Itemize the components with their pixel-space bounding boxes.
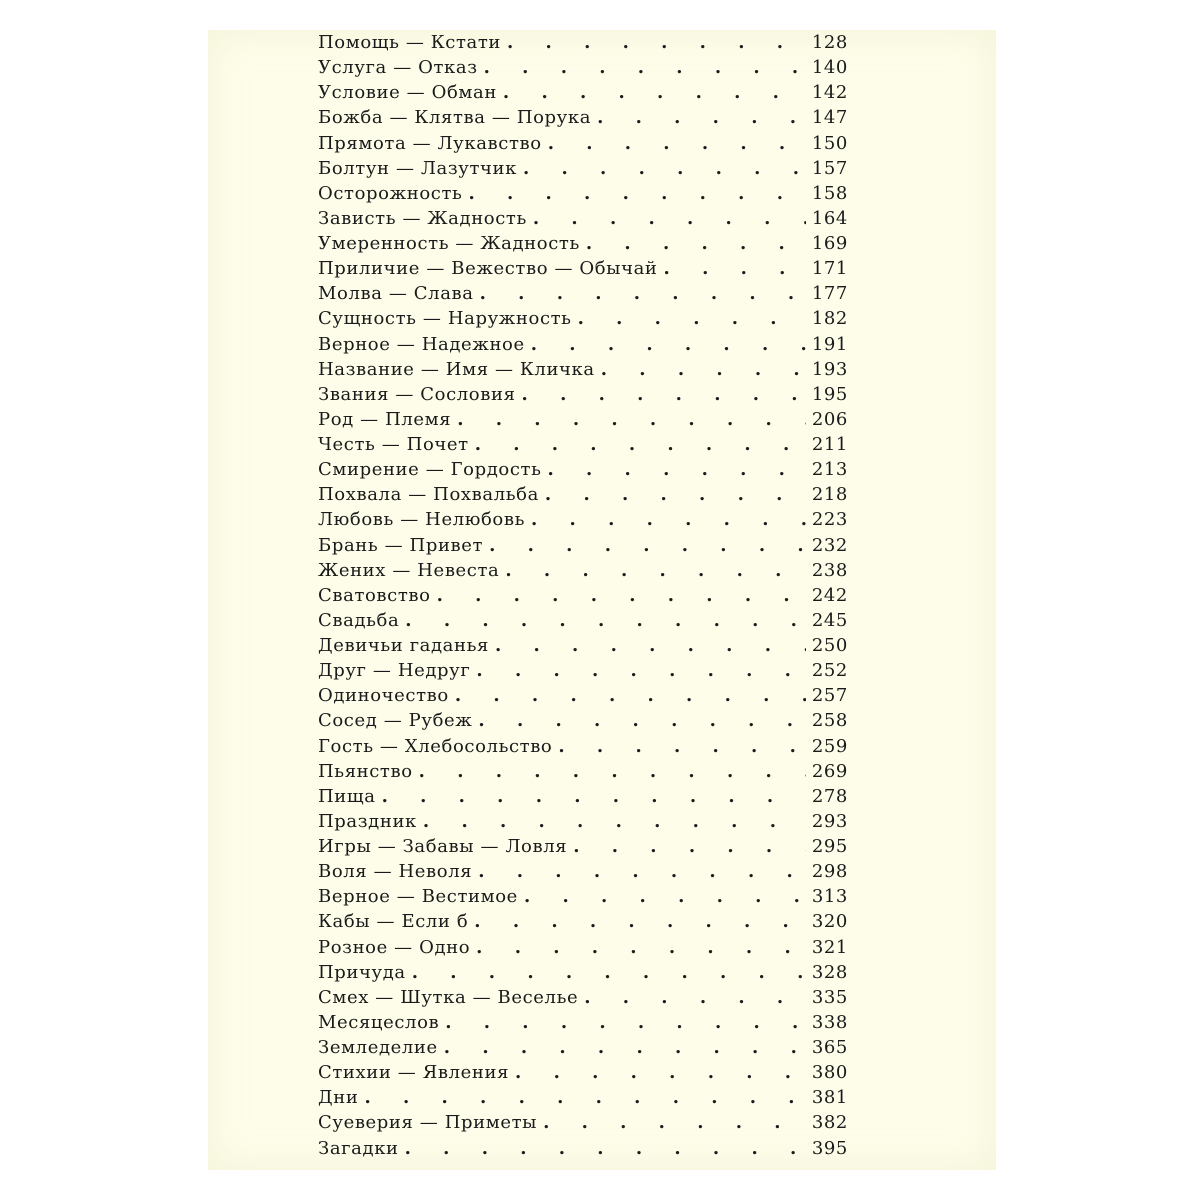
toc-entry-title: Звания — Сословия	[318, 383, 516, 405]
toc-entry-page-number: 191	[811, 333, 848, 355]
toc-entry-title: Брань — Привет	[318, 534, 484, 556]
toc-entry	[318, 560, 848, 585]
toc-entry-page-number: 150	[811, 132, 848, 154]
toc-entry	[318, 811, 848, 836]
toc-entry-page-number: 242	[811, 584, 848, 606]
dot-leader	[548, 133, 806, 154]
toc-entry-title: Гость — Хлебосольство	[318, 735, 553, 757]
toc-entry-page-number: 298	[811, 861, 848, 883]
toc-entry-page-number: 157	[811, 157, 848, 179]
toc-entry-page-number: 177	[811, 283, 848, 305]
toc-entry-title: Кабы — Если б	[318, 911, 469, 933]
table-of-contents	[318, 32, 848, 1163]
toc-entry	[318, 1138, 848, 1163]
toc-entry	[318, 409, 848, 434]
dot-leader	[584, 987, 806, 1008]
toc-entry-page-number: 245	[811, 609, 848, 631]
toc-entry	[318, 434, 848, 459]
toc-entry-page-number: 164	[811, 207, 848, 229]
dot-leader	[531, 334, 806, 355]
toc-entry	[318, 1087, 848, 1112]
toc-entry-page-number: 338	[811, 1011, 848, 1033]
toc-entry-page-number: 257	[811, 685, 848, 707]
dot-leader	[507, 32, 806, 53]
toc-entry	[318, 82, 848, 107]
toc-entry	[318, 535, 848, 560]
toc-entry-title: Болтун — Лазутчик	[318, 157, 517, 179]
toc-entry-title: Воля — Неволя	[318, 861, 473, 883]
dot-leader	[412, 962, 806, 983]
toc-entry-title: Розное — Одно	[318, 936, 471, 958]
toc-entry-page-number: 278	[811, 785, 848, 807]
toc-entry	[318, 736, 848, 761]
toc-entry	[318, 1112, 848, 1137]
toc-entry-title: Род — Племя	[318, 408, 452, 430]
toc-entry-title: Загадки	[318, 1137, 399, 1159]
toc-entry	[318, 987, 848, 1012]
dot-leader	[515, 1062, 806, 1083]
dot-leader	[457, 409, 806, 430]
toc-entry	[318, 32, 848, 57]
toc-entry	[318, 384, 848, 409]
toc-entry	[318, 836, 848, 861]
dot-leader	[545, 484, 806, 505]
toc-entry-title: Божба — Клятва — Порука	[318, 107, 592, 129]
toc-entry	[318, 1012, 848, 1037]
toc-entry	[318, 208, 848, 233]
toc-entry-page-number: 169	[811, 233, 848, 254]
toc-entry	[318, 937, 848, 962]
dot-leader	[523, 158, 806, 179]
toc-entry-title: Месяцеслов	[318, 1011, 440, 1033]
toc-entry-page-number: 250	[811, 635, 848, 656]
toc-entry	[318, 861, 848, 886]
dot-leader	[445, 1012, 806, 1033]
toc-entry	[318, 786, 848, 811]
dot-leader	[586, 233, 806, 254]
toc-entry	[318, 660, 848, 685]
dot-leader	[382, 786, 806, 807]
dot-leader	[455, 685, 806, 706]
toc-entry-page-number: 211	[811, 434, 848, 455]
toc-entry-title: Зависть — Жадность	[318, 207, 527, 229]
toc-entry-page-number: 128	[811, 32, 848, 53]
toc-entry-page-number: 258	[811, 710, 848, 732]
dot-leader	[419, 761, 806, 782]
toc-entry-page-number: 238	[811, 559, 848, 581]
toc-entry-page-number: 182	[811, 308, 848, 330]
toc-entry-title: Друг — Недруг	[318, 660, 471, 682]
toc-entry	[318, 585, 848, 610]
dot-leader	[364, 1087, 806, 1108]
toc-entry	[318, 1037, 848, 1062]
dot-leader	[495, 635, 806, 656]
toc-entry	[318, 886, 848, 911]
toc-entry-page-number: 313	[811, 886, 848, 908]
dot-leader	[524, 886, 806, 907]
toc-entry-page-number: 382	[811, 1112, 848, 1134]
toc-entry-page-number: 335	[811, 986, 848, 1008]
dot-leader	[444, 1037, 806, 1058]
toc-entry-page-number: 395	[811, 1137, 848, 1159]
dot-leader	[578, 308, 806, 329]
toc-entry-page-number: 223	[811, 509, 848, 531]
toc-entry-title: Верное — Надежное	[318, 333, 525, 355]
toc-entry-page-number: 142	[811, 82, 848, 104]
toc-entry-title: Одиночество	[318, 685, 449, 707]
dot-leader	[558, 736, 806, 757]
dot-leader	[533, 208, 806, 229]
toc-entry	[318, 359, 848, 384]
toc-entry-page-number: 328	[811, 961, 848, 983]
toc-entry	[318, 107, 848, 132]
toc-entry-title: Земледелие	[318, 1037, 438, 1058]
toc-entry	[318, 685, 848, 710]
toc-entry-title: Девичьи гаданья	[318, 635, 489, 656]
toc-entry	[318, 183, 848, 208]
toc-entry-title: Пища	[318, 785, 376, 807]
toc-entry-page-number: 269	[811, 760, 848, 782]
dot-leader	[543, 1112, 806, 1133]
toc-entry-title: Сосед — Рубеж	[318, 710, 473, 732]
dot-leader	[437, 585, 806, 606]
toc-entry-title: Осторожность	[318, 182, 463, 204]
toc-entry-page-number: 295	[811, 836, 848, 857]
toc-entry-page-number: 252	[811, 660, 848, 682]
dot-leader	[484, 57, 806, 78]
toc-entry-page-number: 293	[811, 810, 848, 832]
dot-leader	[480, 283, 806, 304]
dot-leader	[597, 107, 806, 128]
toc-entry-page-number: 140	[811, 57, 848, 79]
toc-entry-title: Любовь — Нелюбовь	[318, 509, 526, 531]
toc-entry	[318, 334, 848, 359]
toc-entry-page-number: 218	[811, 484, 848, 506]
dot-leader	[503, 82, 806, 103]
toc-entry	[318, 283, 848, 308]
toc-entry	[318, 635, 848, 660]
dot-leader	[573, 836, 806, 857]
toc-entry-title: Услуга — Отказ	[318, 57, 478, 79]
toc-entry-title: Сущность — Наружность	[318, 308, 572, 330]
toc-entry-title: Честь — Почет	[318, 434, 469, 455]
toc-entry-title: Помощь — Кстати	[318, 32, 502, 53]
dot-leader	[468, 183, 806, 204]
toc-entry-title: Верное — Вестимое	[318, 886, 518, 908]
toc-entry	[318, 761, 848, 786]
toc-entry-title: Праздник	[318, 810, 417, 832]
dot-leader	[505, 560, 806, 581]
toc-entry-page-number: 171	[811, 258, 848, 280]
dot-leader	[423, 811, 806, 832]
toc-entry-page-number: 213	[811, 459, 848, 481]
toc-entry-title: Свадьба	[318, 609, 400, 631]
toc-entry-title: Похвала — Похвальба	[318, 484, 539, 506]
dot-leader	[405, 610, 806, 631]
toc-entry	[318, 1062, 848, 1087]
dot-leader	[489, 535, 806, 556]
toc-entry-title: Стихии — Явления	[318, 1062, 510, 1084]
toc-entry-title: Игры — Забавы — Ловля	[318, 836, 568, 857]
dot-leader	[474, 911, 806, 932]
dot-leader	[405, 1138, 806, 1159]
toc-entry-title: Название — Имя — Кличка	[318, 358, 595, 380]
toc-entry	[318, 459, 848, 484]
toc-entry	[318, 158, 848, 183]
toc-entry-page-number: 320	[811, 911, 848, 933]
dot-leader	[478, 861, 806, 882]
toc-entry-page-number: 380	[811, 1062, 848, 1084]
toc-entry-title: Сватовство	[318, 584, 431, 606]
toc-entry-page-number: 259	[811, 735, 848, 757]
toc-entry-page-number: 158	[811, 182, 848, 204]
toc-entry-title: Жених — Невеста	[318, 559, 500, 581]
toc-entry-title: Условие — Обман	[318, 82, 497, 104]
toc-entry-title: Смех — Шутка — Веселье	[318, 986, 579, 1008]
dot-leader	[664, 258, 806, 279]
toc-entry-title: Прямота — Лукавство	[318, 132, 542, 154]
toc-entry	[318, 962, 848, 987]
toc-entry	[318, 911, 848, 936]
dot-leader	[478, 710, 806, 731]
toc-entry	[318, 233, 848, 258]
toc-entry	[318, 509, 848, 534]
toc-entry-title: Пьянство	[318, 760, 413, 782]
toc-entry-page-number: 206	[811, 408, 848, 430]
dot-leader	[547, 459, 806, 480]
toc-entry-title: Дни	[318, 1087, 359, 1109]
toc-entry	[318, 133, 848, 158]
toc-entry-title: Молва — Слава	[318, 283, 474, 305]
dot-leader	[531, 509, 806, 530]
toc-entry-title: Суеверия — Приметы	[318, 1112, 538, 1134]
toc-entry	[318, 484, 848, 509]
toc-entry-title: Приличие — Вежество — Обычай	[318, 258, 658, 280]
toc-entry-title: Причуда	[318, 961, 406, 983]
toc-entry	[318, 308, 848, 333]
dot-leader	[475, 434, 806, 455]
dot-leader	[476, 660, 806, 681]
toc-entry	[318, 710, 848, 735]
toc-entry-title: Умеренность — Жадность	[318, 233, 580, 254]
toc-entry-page-number: 193	[811, 358, 848, 380]
toc-entry-page-number: 321	[811, 936, 848, 958]
toc-entry-page-number: 195	[811, 383, 848, 405]
toc-entry	[318, 610, 848, 635]
dot-leader	[522, 384, 806, 405]
toc-entry	[318, 258, 848, 283]
toc-entry-title: Смирение — Гордость	[318, 459, 542, 481]
dot-leader	[476, 937, 806, 958]
toc-entry-page-number: 365	[811, 1037, 848, 1058]
toc-entry-page-number: 147	[811, 107, 848, 129]
dot-leader	[601, 359, 806, 380]
toc-entry-page-number: 232	[811, 534, 848, 556]
toc-entry-page-number: 381	[811, 1087, 848, 1109]
toc-entry	[318, 57, 848, 82]
